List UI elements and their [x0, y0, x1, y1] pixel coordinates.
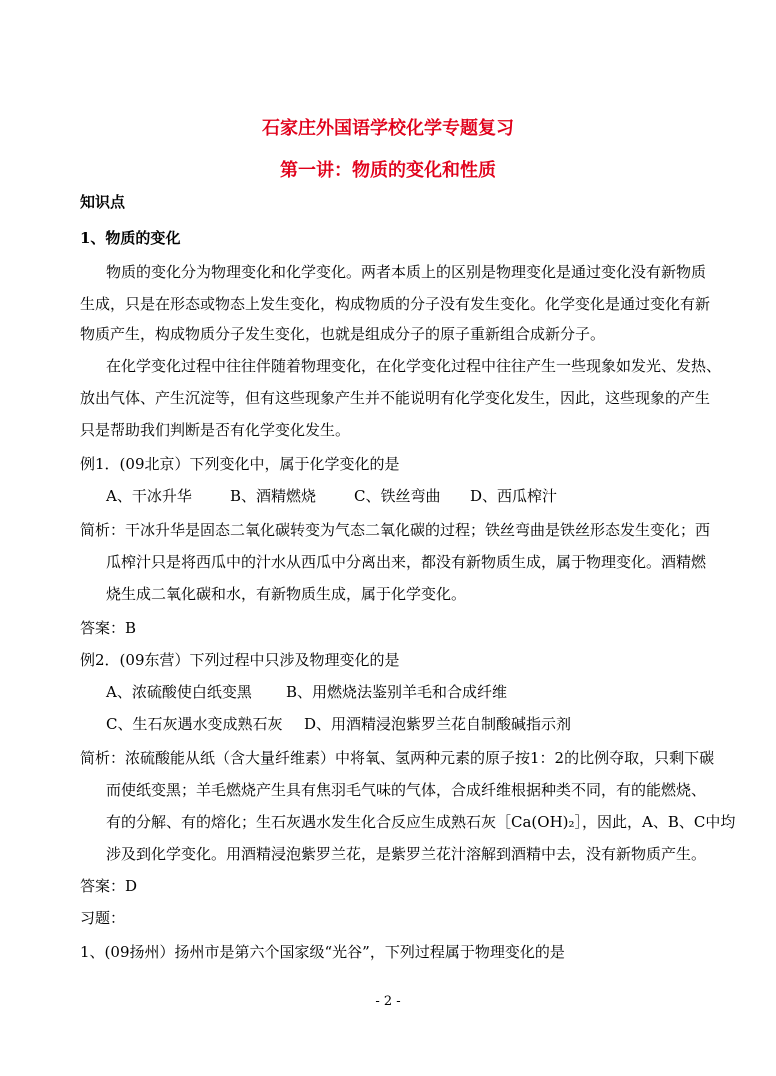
- exercise-heading: 习题：: [80, 909, 126, 927]
- answer: 答案：D: [80, 877, 138, 895]
- analysis-line: 有的分解、有的熔化；生石灰遇水发生化合反应生成熟石灰［Ca(OH)₂］，因此，A、B、C中均: [106, 813, 736, 831]
- paragraph-line: 放出气体、产生沉淀等，但有这些现象产生并不能说明有化学变化发生，因此，这些现象的产生: [80, 389, 711, 407]
- paragraph-line: 生成，只是在形态或物态上发生变化，构成物质的分子没有发生变化。化学变化是通过变化有新: [80, 295, 711, 313]
- analysis-line: 涉及到化学变化。用酒精浸泡紫罗兰花，是紫罗兰花汁溶解到酒精中去，没有新物质产生。: [106, 845, 707, 863]
- analysis-line: 简析：干冰升华是固态二氧化碳转变为气态二氧化碳的过程；铁丝弯曲是铁丝形态发生变化；西: [80, 521, 711, 539]
- example-question: 例2．(09东营）下列过程中只涉及物理变化的是: [80, 651, 400, 669]
- knowledge-heading: 知识点: [80, 193, 126, 211]
- paragraph-line: 物质产生，构成物质分子发生变化，也就是组成分子的原子重新组合成新分子。: [80, 325, 606, 343]
- option-c: C、生石灰遇水变成熟石灰: [106, 715, 283, 733]
- option-d: D、西瓜榨汁: [470, 487, 558, 505]
- paragraph-line: 在化学变化过程中往往伴随着物理变化，在化学变化过程中往往产生一些现象如发光、发热、: [106, 357, 722, 375]
- analysis-line: 而使纸变黑；羊毛燃烧产生具有焦羽毛气味的气体，合成纤维根据种类不同，有的能燃烧、: [106, 781, 707, 799]
- option-b: B、用燃烧法鉴别羊毛和合成纤维: [286, 683, 508, 701]
- section-heading: 1、物质的变化: [80, 229, 181, 247]
- document-title: 石家庄外国语学校化学专题复习: [262, 118, 514, 139]
- page-number: - 2 -: [375, 994, 401, 1009]
- analysis-line: 简析：浓硫酸能从纸（含大量纤维素）中将氧、氢两种元素的原子按1：2的比例夺取，只剩下碳: [80, 749, 715, 767]
- option-a: A、干冰升华: [106, 487, 192, 505]
- paragraph-line: 只是帮助我们判断是否有化学变化发生。: [80, 421, 351, 439]
- option-a: A、浓硫酸使白纸变黑: [106, 683, 252, 701]
- analysis-line: 烧生成二氧化碳和水，有新物质生成，属于化学变化。: [106, 585, 467, 603]
- exercise-question: 1、(09扬州）扬州市是第六个国家级“光谷”，下列过程属于物理变化的是: [80, 943, 565, 961]
- analysis-line: 瓜榨汁只是将西瓜中的汁水从西瓜中分离出来，都没有新物质生成，属于物理变化。酒精燃: [106, 553, 707, 571]
- option-c: C、铁丝弯曲: [354, 487, 441, 505]
- lecture-title: 第一讲：物质的变化和性质: [280, 160, 496, 181]
- answer: 答案：B: [80, 619, 137, 637]
- paragraph-line: 物质的变化分为物理变化和化学变化。两者本质上的区别是物理变化是通过变化没有新物质: [106, 263, 707, 281]
- option-d: D、用酒精浸泡紫罗兰花自制酸碱指示剂: [304, 715, 572, 733]
- example-question: 例1．(09北京）下列变化中，属于化学变化的是: [80, 455, 400, 473]
- option-b: B、酒精燃烧: [230, 487, 317, 505]
